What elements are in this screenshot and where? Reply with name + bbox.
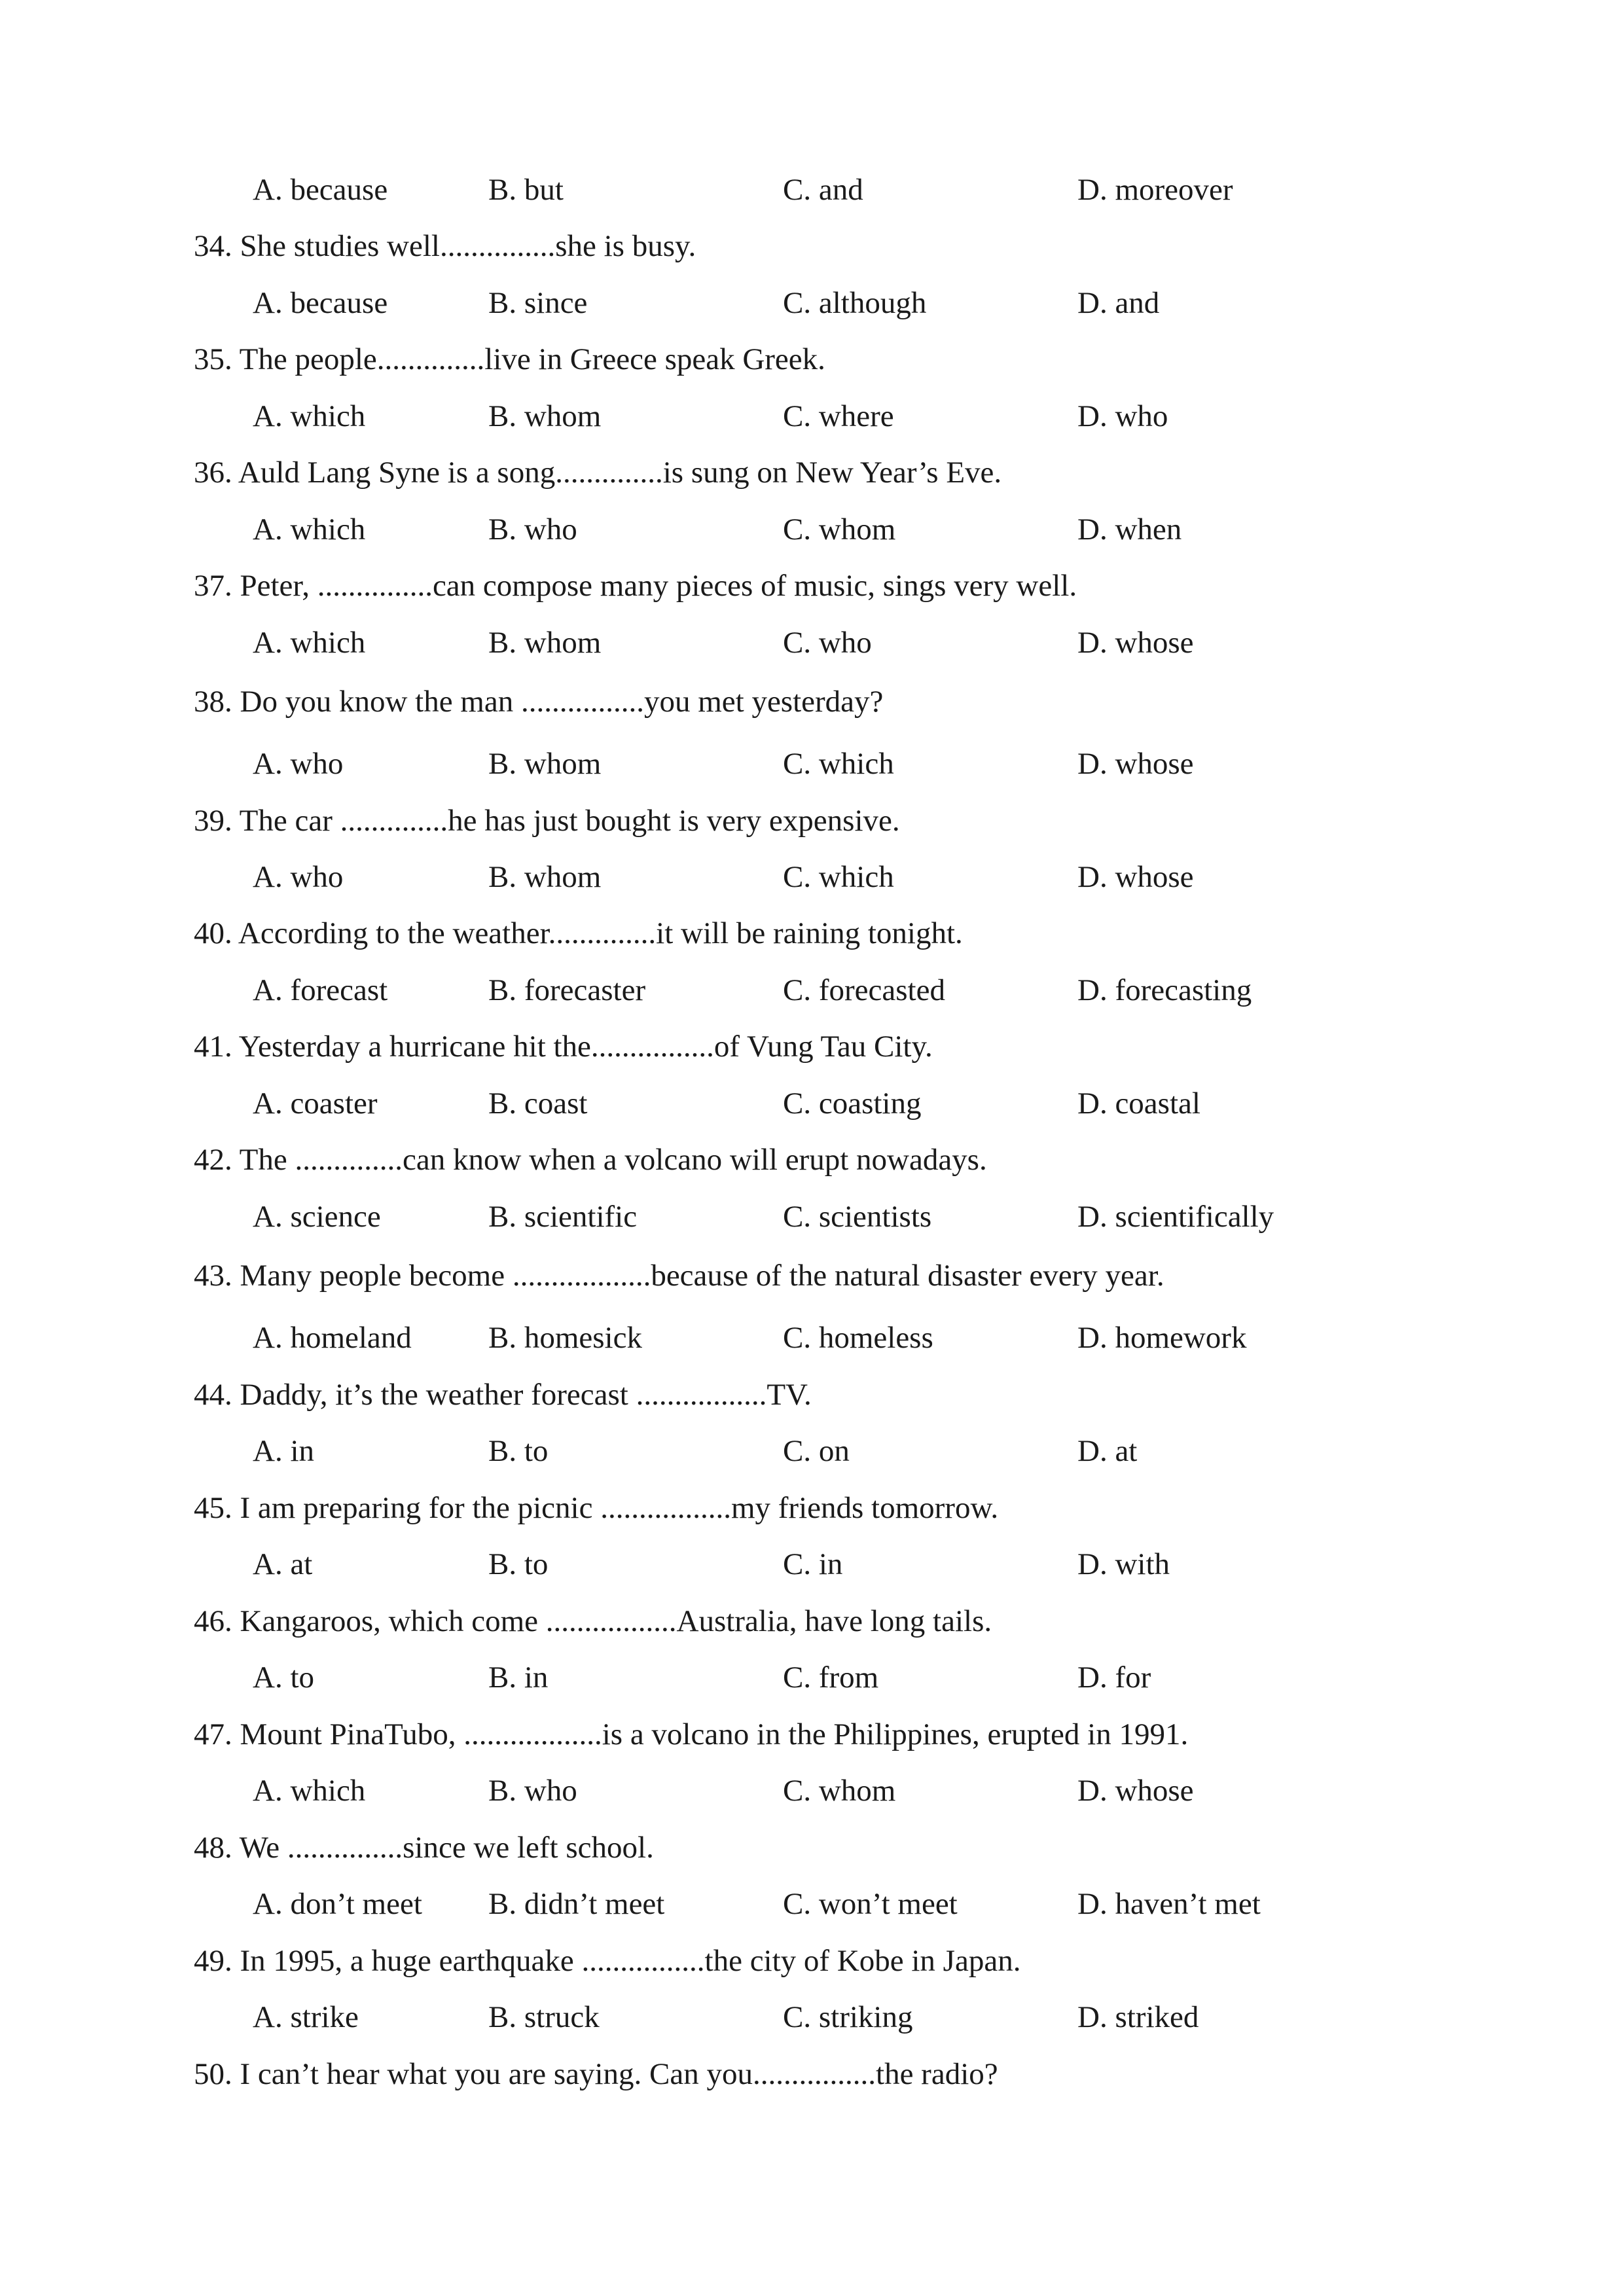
option-b: B. whom — [488, 860, 602, 894]
options-row-40 — [0, 964, 1624, 1016]
options-row-47 — [0, 1765, 1624, 1817]
question-35 — [0, 333, 1624, 386]
options-row-34 — [0, 277, 1624, 329]
option-c: C. won’t meet — [783, 1887, 958, 1921]
option-d: D. scientifically — [1077, 1200, 1274, 1234]
option-b: B. to — [488, 1547, 549, 1581]
question-text: 34. She studies well...............she is busy. — [194, 229, 696, 263]
question-40 — [0, 907, 1624, 960]
question-text: 38. Do you know the man ................you met yesterday? — [194, 685, 884, 719]
question-text: 43. Many people become ..................because of the natural disaster every year. — [194, 1259, 1164, 1293]
question-36 — [0, 446, 1624, 499]
question-text: 36. Auld Lang Syne is a song..............is sung on New Year’s Eve. — [194, 456, 1002, 490]
option-d: D. striked — [1077, 2000, 1199, 2034]
question-text: 49. In 1995, a huge earthquake ................the city of Kobe in Japan. — [194, 1944, 1021, 1978]
options-row-37 — [0, 617, 1624, 669]
options-row-49 — [0, 1991, 1624, 2043]
question-44 — [0, 1369, 1624, 1421]
option-b: B. who — [488, 512, 577, 547]
question-38 — [0, 675, 1624, 728]
option-a: A. science — [253, 1200, 381, 1234]
option-b: B. but — [488, 173, 564, 207]
options-row-38 — [0, 738, 1624, 790]
option-c: C. who — [783, 626, 872, 660]
question-41 — [0, 1020, 1624, 1073]
option-b: B. struck — [488, 2000, 600, 2034]
option-a: A. who — [253, 860, 344, 894]
option-c: C. which — [783, 860, 894, 894]
option-b: B. whom — [488, 747, 602, 781]
option-a: A. because — [253, 173, 388, 207]
option-d: D. whose — [1077, 1774, 1194, 1808]
option-c: C. forecasted — [783, 973, 945, 1007]
question-text: 37. Peter, ...............can compose many pieces of music, sings very well. — [194, 569, 1077, 603]
options-row-45 — [0, 1538, 1624, 1590]
option-c: C. which — [783, 747, 894, 781]
question-42 — [0, 1134, 1624, 1186]
option-c: C. striking — [783, 2000, 913, 2034]
options-row-44 — [0, 1425, 1624, 1477]
question-text: 41. Yesterday a hurricane hit the................of Vung Tau City. — [194, 1030, 933, 1064]
options-row-48 — [0, 1878, 1624, 1930]
question-text: 48. We ...............since we left school. — [194, 1831, 654, 1865]
option-a: A. don’t meet — [253, 1887, 422, 1921]
option-d: D. moreover — [1077, 173, 1233, 207]
option-c: C. although — [783, 286, 927, 320]
question-46 — [0, 1595, 1624, 1647]
option-b: B. in — [488, 1660, 549, 1695]
option-a: A. coaster — [253, 1086, 378, 1121]
question-45 — [0, 1482, 1624, 1534]
question-text: 35. The people..............live in Greece speak Greek. — [194, 342, 825, 376]
options-row-42 — [0, 1191, 1624, 1243]
option-d: D. whose — [1077, 747, 1194, 781]
option-a: A. at — [253, 1547, 313, 1581]
question-text: 50. I can’t hear what you are saying. Can you................the radio? — [194, 2057, 998, 2091]
option-b: B. since — [488, 286, 588, 320]
option-d: D. coastal — [1077, 1086, 1200, 1121]
option-a: A. in — [253, 1434, 314, 1468]
option-d: D. haven’t met — [1077, 1887, 1261, 1921]
option-c: C. from — [783, 1660, 879, 1695]
option-a: A. to — [253, 1660, 314, 1695]
option-a: A. strike — [253, 2000, 359, 2034]
options-row-39 — [0, 851, 1624, 903]
option-c: C. and — [783, 173, 863, 207]
options-row-33 — [0, 164, 1624, 216]
question-text: 44. Daddy, it’s the weather forecast .................TV. — [194, 1378, 812, 1412]
option-c: C. whom — [783, 512, 896, 547]
option-d: D. homework — [1077, 1321, 1247, 1355]
options-row-35 — [0, 390, 1624, 442]
question-50 — [0, 2048, 1624, 2100]
option-a: A. because — [253, 286, 388, 320]
option-d: D. with — [1077, 1547, 1170, 1581]
option-b: B. coast — [488, 1086, 588, 1121]
option-d: D. for — [1077, 1660, 1151, 1695]
option-b: B. whom — [488, 399, 602, 433]
option-b: B. who — [488, 1774, 577, 1808]
option-d: D. forecasting — [1077, 973, 1252, 1007]
question-text: 42. The ..............can know when a volcano will erupt nowadays. — [194, 1143, 987, 1177]
question-text: 39. The car ..............he has just bought is very expensive. — [194, 804, 900, 838]
option-c: C. coasting — [783, 1086, 922, 1121]
option-d: D. whose — [1077, 626, 1194, 660]
option-c: C. scientists — [783, 1200, 932, 1234]
option-d: D. at — [1077, 1434, 1138, 1468]
option-c: C. whom — [783, 1774, 896, 1808]
question-text: 46. Kangaroos, which come .................Australia, have long tails. — [194, 1604, 992, 1638]
options-row-36 — [0, 503, 1624, 556]
option-b: B. didn’t meet — [488, 1887, 665, 1921]
question-43 — [0, 1249, 1624, 1302]
option-a: A. homeland — [253, 1321, 412, 1355]
option-c: C. homeless — [783, 1321, 933, 1355]
option-b: B. scientific — [488, 1200, 638, 1234]
option-d: D. who — [1077, 399, 1168, 433]
option-d: D. and — [1077, 286, 1160, 320]
option-b: B. to — [488, 1434, 549, 1468]
question-text: 45. I am preparing for the picnic .................my friends tomorrow. — [194, 1491, 999, 1525]
options-row-43 — [0, 1312, 1624, 1364]
question-47 — [0, 1708, 1624, 1761]
question-37 — [0, 560, 1624, 612]
question-34 — [0, 220, 1624, 272]
option-a: A. which — [253, 512, 366, 547]
question-48 — [0, 1821, 1624, 1874]
option-d: D. whose — [1077, 860, 1194, 894]
option-a: A. which — [253, 626, 366, 660]
option-a: A. forecast — [253, 973, 388, 1007]
option-c: C. where — [783, 399, 894, 433]
options-row-46 — [0, 1651, 1624, 1704]
option-b: B. forecaster — [488, 973, 646, 1007]
option-d: D. when — [1077, 512, 1182, 547]
question-49 — [0, 1935, 1624, 1987]
question-text: 47. Mount PinaTubo, ..................is a volcano in the Philippines, erupted in 1991. — [194, 1717, 1189, 1751]
option-b: B. whom — [488, 626, 602, 660]
question-text: 40. According to the weather..............it will be raining tonight. — [194, 916, 963, 950]
option-a: A. who — [253, 747, 344, 781]
option-c: C. on — [783, 1434, 850, 1468]
question-39 — [0, 795, 1624, 847]
options-row-41 — [0, 1077, 1624, 1130]
option-a: A. which — [253, 399, 366, 433]
option-a: A. which — [253, 1774, 366, 1808]
option-c: C. in — [783, 1547, 843, 1581]
option-b: B. homesick — [488, 1321, 642, 1355]
